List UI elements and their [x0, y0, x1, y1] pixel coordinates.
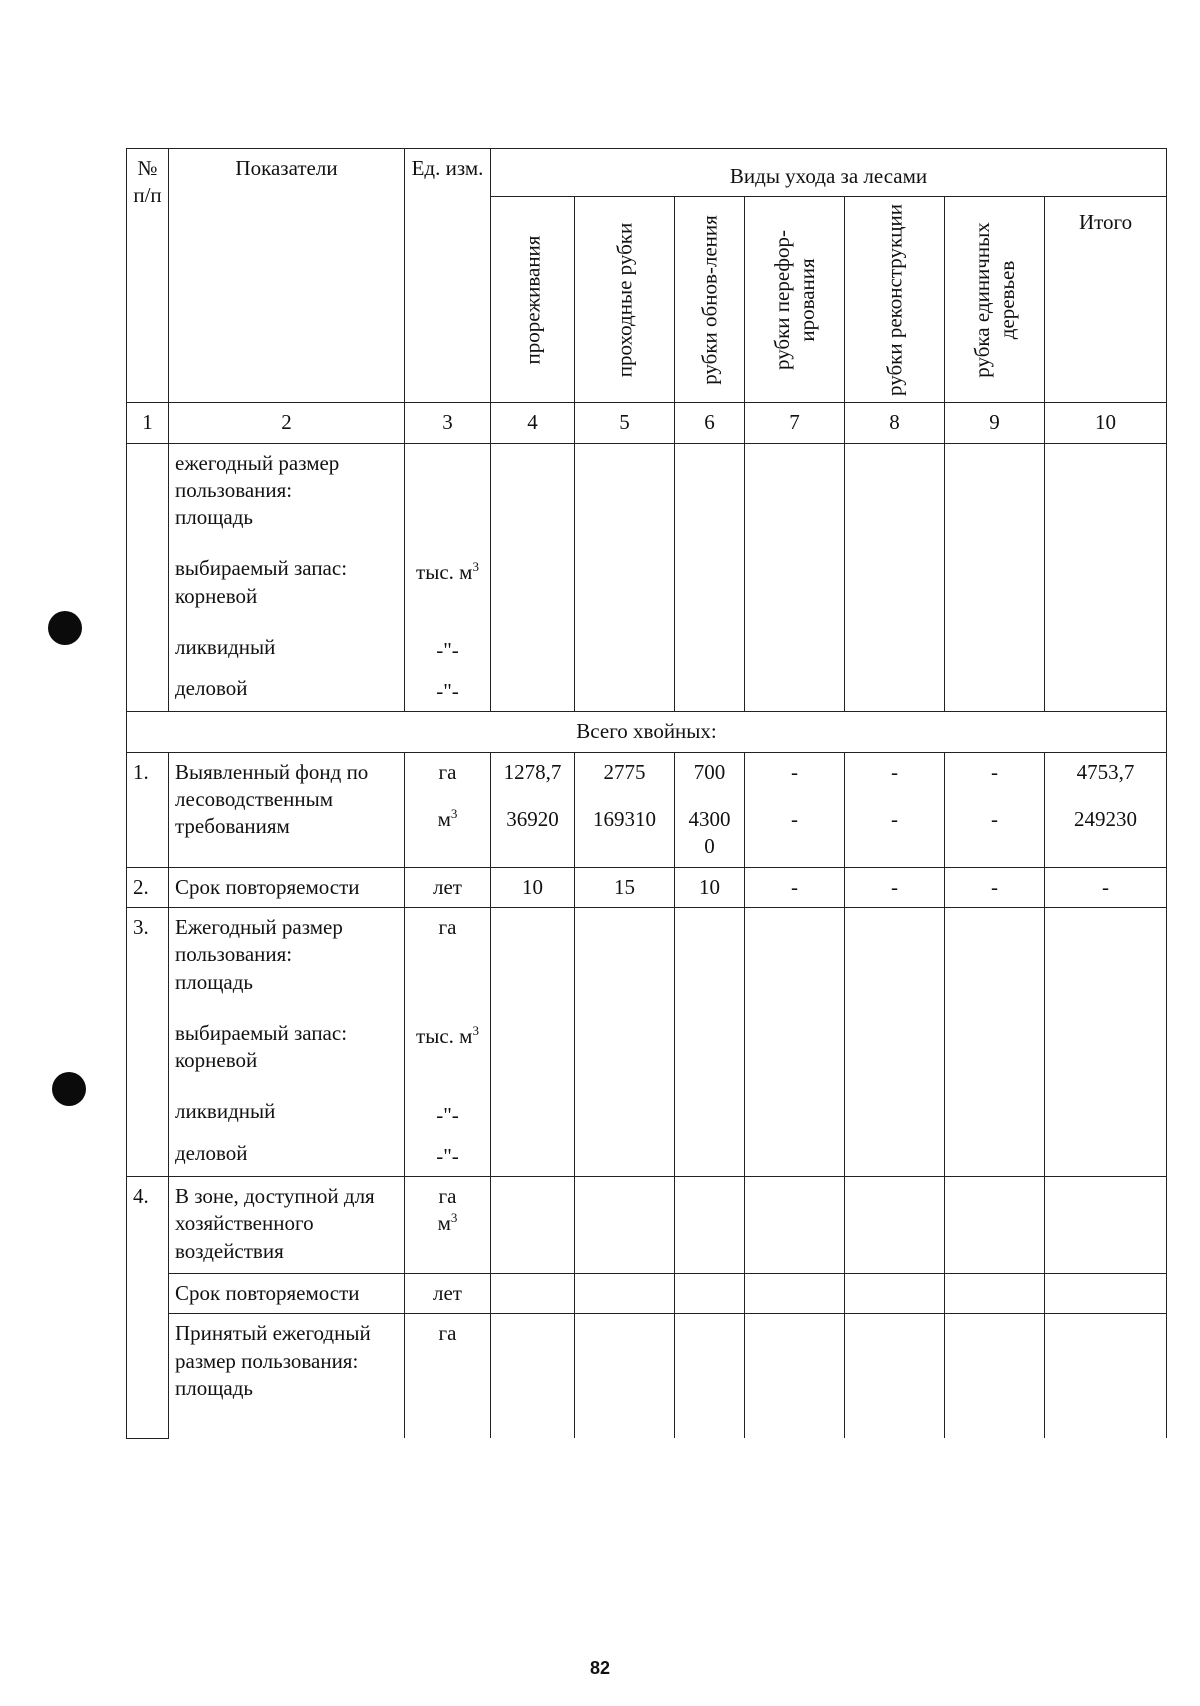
- header-type-3: рубки обнов-ления: [675, 197, 745, 403]
- table-row: 2. Срок повторяемости лет 10 15 10 - - - -: [127, 867, 1167, 907]
- header-type-2: проходные рубки: [575, 197, 675, 403]
- header-unit: Ед. изм.: [405, 149, 491, 403]
- table-row: [127, 443, 1167, 712]
- section-title: Всего хвойных:: [127, 712, 1167, 752]
- header-type-4: рубки перефор-ирования: [745, 197, 845, 403]
- table-row: Принятый ежегодный размер пользования: площадь га: [127, 1314, 1167, 1439]
- table-row: 4. В зоне, доступной для хозяйственного воздействия га $м^3$: [127, 1177, 1167, 1274]
- top-block-labels: ежегодный размер пользования: площадь выбираемый запас: корневой ликвидный деловой: [169, 443, 405, 712]
- header-types-title: Виды ухода за лесами: [491, 149, 1167, 197]
- punch-hole: [48, 611, 82, 645]
- header-total: Итого: [1045, 197, 1167, 403]
- page-number: 82: [589, 1658, 611, 1678]
- punch-hole: [52, 1072, 86, 1106]
- table-row: 1. Выявленный фонд по лесоводственным требованиям га $м^3$ 1278,7 36920 2775 169310 700 4300 0 - - - - - - 4753,7 249230: [127, 752, 1167, 867]
- header-type-1: прореживания: [491, 197, 575, 403]
- header-type-5: рубки реконструкции: [845, 197, 945, 403]
- header-num: № п/п: [127, 149, 169, 403]
- top-block-units: тыс. $м^3$ -"- -"-: [405, 443, 491, 712]
- header-indicator: Показатели: [169, 149, 405, 403]
- column-number-row: 1 2 3 4 5 6 7 8 9 10: [127, 403, 1167, 443]
- table-row: Срок повторяемости лет: [127, 1274, 1167, 1314]
- header-type-6: рубка единичных деревьев: [945, 197, 1045, 403]
- forest-care-table: [126, 148, 1167, 1439]
- table-row: 3. Ежегодный размер пользования: площадь выбираемый запас: корневой ликвидный деловой га тыс. $м^3$ -"- -"-: [127, 907, 1167, 1176]
